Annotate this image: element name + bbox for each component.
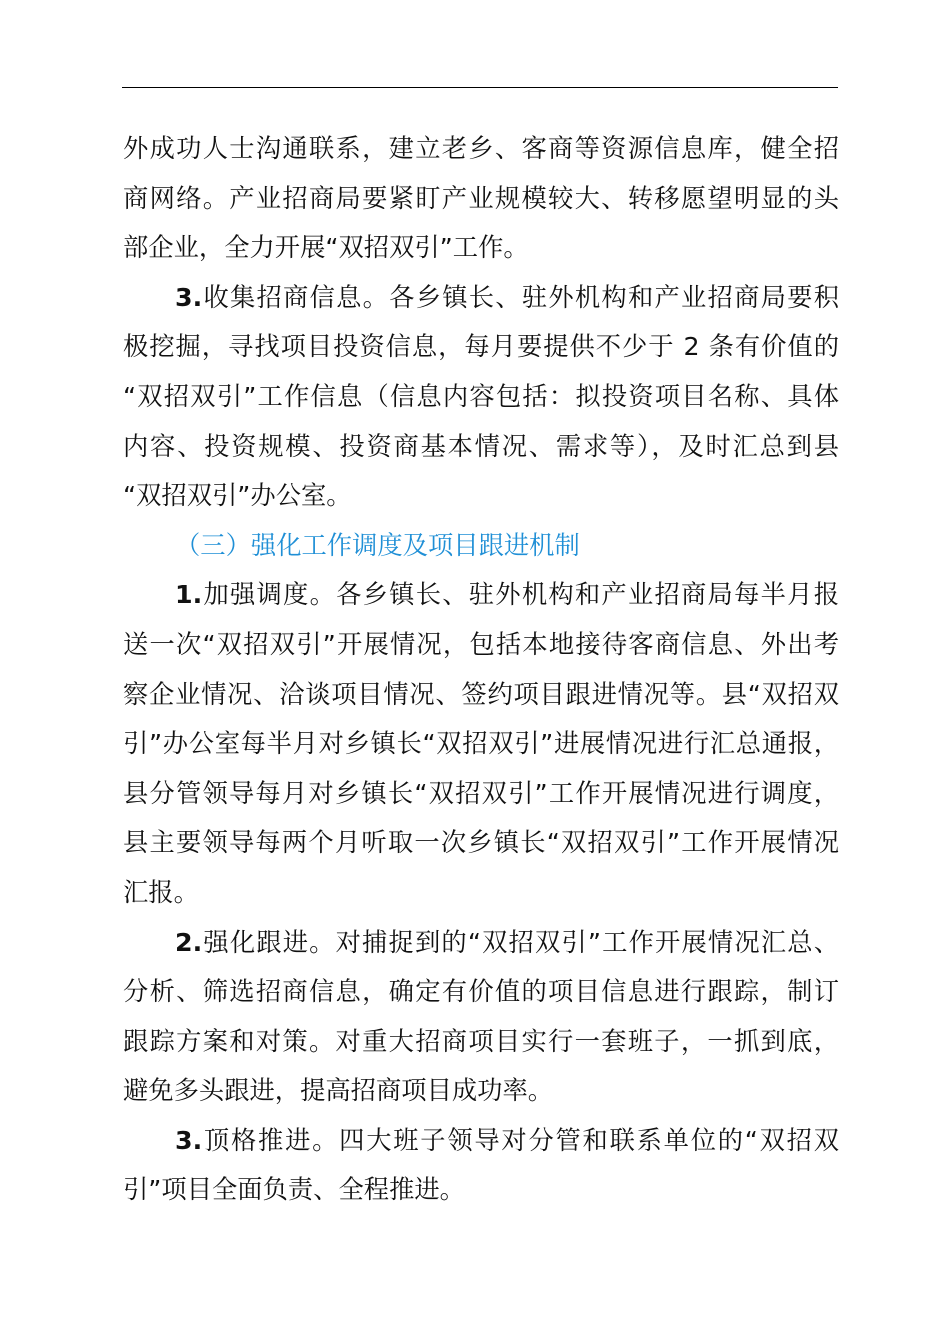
text-line: 内容、投资规模、投资商基本情况、需求等），及时汇总到县 bbox=[123, 431, 839, 461]
document-body bbox=[123, 124, 839, 1215]
text-line: 极挖掘，寻找项目投资信息，每月要提供不少于 2 条有价值的 bbox=[123, 332, 839, 362]
text-line: 分析、筛选招商信息，确定有价值的项目信息进行跟踪，制订 bbox=[123, 977, 839, 1007]
text-line: 送一次“双招双引”开展情况，包括本地接待客商信息、外出考 bbox=[123, 629, 839, 659]
text-line bbox=[123, 918, 839, 968]
text-line: “双招双引”工作信息（信息内容包括：拟投资项目名称、具体 bbox=[123, 381, 839, 411]
paragraph-top-level-promotion bbox=[123, 1116, 839, 1215]
text-line: 引”项目全面负责、全程推进。 bbox=[123, 1175, 465, 1205]
item-number: 2. bbox=[175, 927, 203, 957]
text-line: 外成功人士沟通联系，建立老乡、客商等资源信息库，健全招 bbox=[123, 134, 839, 163]
section-heading: （三）强化工作调度及项目跟进机制 bbox=[175, 530, 580, 560]
text-line: 避免多头跟进，提高招商项目成功率。 bbox=[123, 1076, 554, 1106]
paragraph-follow-up bbox=[123, 918, 839, 1116]
item-text: 收集招商信息。各乡镇长、驻外机构和产业招商局要积 bbox=[202, 282, 839, 312]
text-line: 引”办公室每半月对乡镇长“双招双引”进展情况进行汇总通报， bbox=[123, 729, 839, 759]
text-line bbox=[123, 273, 839, 323]
item-text: 强化跟进。对捕捉到的“双招双引”工作开展情况汇总、 bbox=[202, 927, 839, 957]
item-number: 1. bbox=[175, 580, 203, 610]
text-line: 县分管领导每月对乡镇长“双招双引”工作开展情况进行调度， bbox=[123, 778, 839, 808]
text-line bbox=[123, 1116, 839, 1166]
item-text: 加强调度。各乡镇长、驻外机构和产业招商局每半月报 bbox=[202, 580, 839, 610]
text-line: 商网络。产业招商局要紧盯产业规模较大、转移愿望明显的头 bbox=[123, 183, 839, 213]
text-line: 部企业，全力开展“双招双引”工作。 bbox=[123, 233, 529, 263]
paragraph-continued bbox=[123, 124, 839, 273]
item-text: 顶格推进。四大班子领导对分管和联系单位的“双招双 bbox=[202, 1125, 839, 1155]
text-line: 县主要领导每两个月听取一次乡镇长“双招双引”工作开展情况 bbox=[123, 828, 839, 858]
text-line: “双招双引”办公室。 bbox=[123, 481, 352, 511]
item-number: 3. bbox=[175, 1125, 203, 1155]
header-rule bbox=[122, 87, 838, 88]
text-line: 汇报。 bbox=[123, 877, 199, 907]
text-line: 察企业情况、洽谈项目情况、签约项目跟进情况等。县“双招双 bbox=[123, 679, 839, 709]
item-number: 3. bbox=[175, 282, 203, 312]
text-line bbox=[123, 570, 839, 620]
paragraph-dispatch bbox=[123, 570, 839, 917]
text-line: 跟踪方案和对策。对重大招商项目实行一套班子，一抓到底， bbox=[123, 1026, 839, 1056]
paragraph-collect-info bbox=[123, 273, 839, 521]
